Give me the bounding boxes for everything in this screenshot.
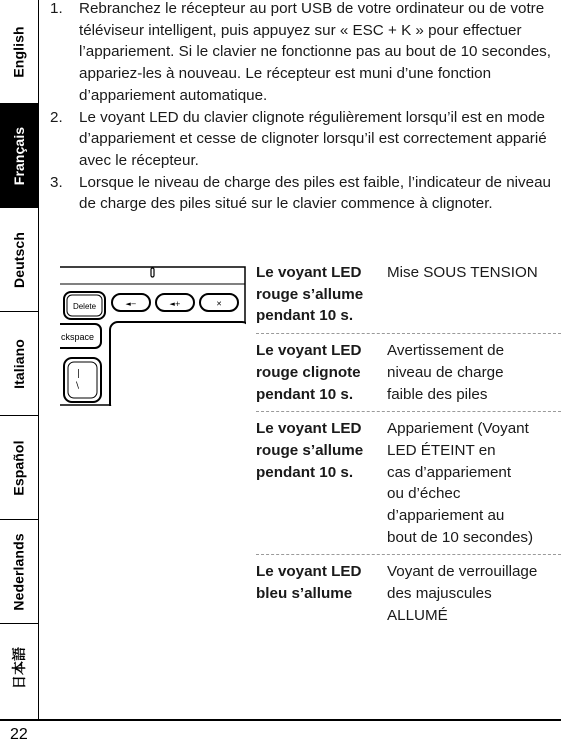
step-3: [50, 172, 560, 215]
footer-divider: [0, 719, 561, 721]
led-meaning: Voyant de verrouillage des majuscules ALLUMÉ: [387, 563, 538, 624]
step-number: 3.: [50, 173, 63, 191]
tab-english[interactable]: [0, 0, 38, 104]
led-row: [256, 418, 561, 555]
led-row: [256, 561, 561, 632]
steps-list: [50, 0, 560, 215]
tab-francais[interactable]: [0, 104, 38, 208]
tab-nederlands[interactable]: [0, 520, 38, 624]
tab-francais-label: Français: [11, 126, 28, 185]
step-number: 1.: [50, 0, 63, 17]
led-meaning: Mise SOUS TENSION: [387, 264, 538, 281]
tab-deutsch[interactable]: [0, 208, 38, 312]
pipe-label: |: [77, 369, 81, 379]
led-status-table: [256, 262, 561, 639]
backspace-key-label: ckspace: [61, 332, 95, 342]
touchpad: [110, 322, 246, 406]
tab-nederlands-label: Nederlands: [11, 532, 27, 611]
tab-deutsch-label: Deutsch: [11, 231, 27, 288]
volume-down-icon: ◄−: [125, 300, 137, 308]
led-state: Le voyant LED rouge s’allume pendant 10 s.: [256, 264, 364, 325]
led-row: [256, 262, 561, 334]
delete-key-label: Delete: [72, 302, 97, 311]
language-sidebar: [0, 0, 39, 720]
tab-italiano-label: Italiano: [11, 338, 27, 389]
led-meaning: Appariement (Voyant LED ÉTEINT en cas d’appariement ou d’échec d’appariement au bout de 10 secondes): [387, 420, 534, 546]
led-state: Le voyant LED bleu s’allume: [256, 563, 362, 603]
tab-espanol-label: Español: [11, 439, 27, 496]
led-row: [256, 340, 561, 412]
step-text: Le voyant LED du clavier clignote régulièrement lorsqu’il est en mode d’appariement et cesse de clignoter lorsqu’il est correctement apparié avec le récepteur.: [79, 108, 547, 169]
volume-up-icon: ◄+: [169, 300, 181, 308]
step-text: Lorsque le niveau de charge des piles est faible, l’indicateur de niveau de charge des piles situé sur le clavier commence à clignoter.: [79, 173, 551, 213]
tab-japanese-label: 日本語: [11, 646, 27, 690]
tab-italiano[interactable]: [0, 312, 38, 416]
keyboard-drawing: [60, 266, 246, 406]
led-indicator-icon: [151, 268, 154, 277]
step-text: Rebranchez le récepteur au port USB de votre ordinateur ou de votre téléviseur intelligent, puis appuyez sur « ESC + K » pour effectuer l’appariement. Si le clavier ne fonctionne pas au bout de 10 secondes, appariez-les à nouveau. Le récepteur est muni d’une fonction d’appariement automatique.: [79, 0, 551, 104]
step-2: [50, 107, 560, 172]
backslash-label: \: [76, 381, 80, 391]
page-number: 22: [10, 726, 28, 743]
tab-espanol[interactable]: [0, 416, 38, 520]
tab-japanese[interactable]: [0, 616, 38, 720]
step-1: [50, 0, 560, 107]
tab-english-label: English: [11, 25, 28, 78]
led-meaning: Avertissement de niveau de charge faible des piles: [387, 342, 505, 403]
led-state: Le voyant LED rouge clignote pendant 10 s.: [256, 342, 362, 403]
led-state: Le voyant LED rouge s’allume pendant 10 s.: [256, 420, 364, 481]
mute-icon: ✕: [216, 300, 222, 308]
keyboard-illustration: [60, 266, 246, 406]
step-number: 2.: [50, 108, 63, 126]
